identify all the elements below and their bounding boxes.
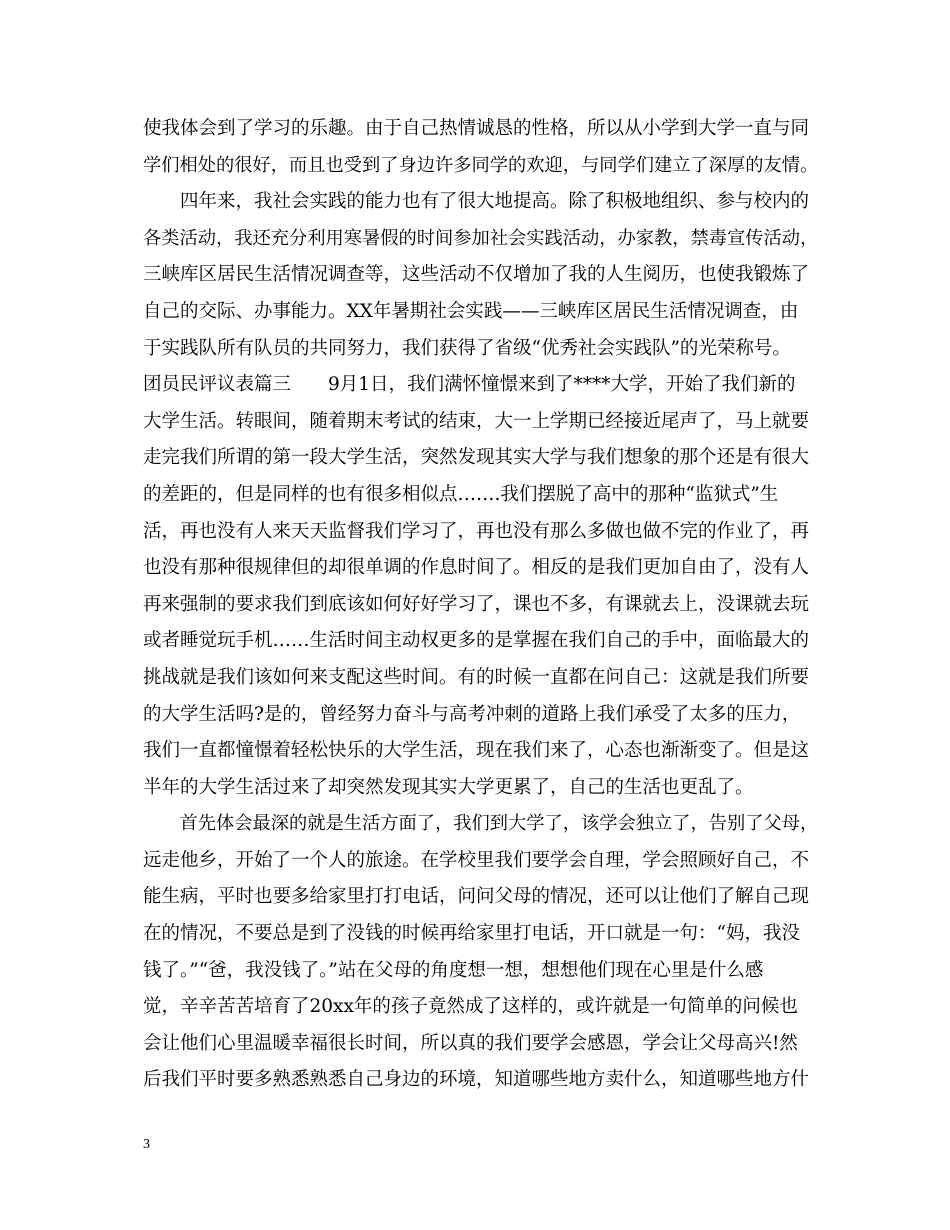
text-line: 三峡库区居民生活情况调查等，这些活动不仅增加了我的人生阅历，也使我锻炼了 bbox=[143, 264, 810, 286]
page-number: 3 bbox=[143, 1137, 150, 1152]
text-line: 在的情况，不要总是到了没钱的时候再给家里打电话，开口就是一句：“妈，我没 bbox=[143, 923, 800, 945]
text-line: 学们相处的很好，而且也受到了身边许多同学的欢迎，与同学们建立了深厚的友情。 bbox=[143, 154, 819, 176]
text-line: 自己的交际、办事能力。XX年暑期社会实践——三峡库区居民生活情况调查，由 bbox=[143, 300, 799, 322]
text-line: 也没有那种很规律但的却很单调的作息时间了。相反的是我们更加自由了，没有人 bbox=[143, 557, 810, 579]
text-line: 再来强制的要求我们到底该如何好好学习了，课也不多，有课就去上，没课就去玩 bbox=[143, 593, 810, 615]
text-line: 四年来，我社会实践的能力也有了很大地提高。除了积极地组织、参与校内的 bbox=[143, 191, 810, 213]
text-line: 会让他们心里温暖幸福很长时间，所以真的我们要学会感恩，学会让父母高兴!然 bbox=[143, 1032, 798, 1054]
text-line: 挑战就是我们该如何来支配这些时间。有的时候一直都在问自己：这就是我们所要 bbox=[143, 666, 810, 688]
text-line: 觉，辛辛苦苦培育了20xx年的孩子竟然成了这样的，或许就是一句简单的问候也 bbox=[143, 996, 798, 1018]
text-line: 团员民评议表篇三 9月1日，我们满怀憧憬来到了****大学，开始了我们新的 bbox=[143, 374, 796, 396]
body-text bbox=[143, 111, 823, 1099]
text-line: 的差距的，但是同样的也有很多相似点…….我们摆脱了高中的那种“监狱式”生 bbox=[143, 483, 779, 505]
text-line: 走完我们所谓的第一段大学生活，突然发现其实大学与我们想象的那个还是有很大 bbox=[143, 447, 810, 469]
text-line: 于实践队所有队员的共同努力，我们获得了省级“优秀社会实践队”的光荣称号。 bbox=[143, 337, 791, 359]
text-line: 后我们平时要多熟悉熟悉自己身边的环境，知道哪些地方卖什么，知道哪些地方什 bbox=[143, 1069, 810, 1091]
text-line: 半年的大学生活过来了却突然发现其实大学更累了，自己的生活也更乱了。 bbox=[143, 776, 754, 798]
text-line: 活，再也没有人来天天监督我们学习了，再也没有那么多做也做不完的作业了，再 bbox=[143, 520, 810, 542]
text-line: 大学生活。转眼间，随着期末考试的结束，大一上学期已经接近尾声了，马上就要 bbox=[143, 410, 810, 432]
text-line: 的大学生活吗?是的，曾经努力奋斗与高考冲刺的道路上我们承受了太多的压力， bbox=[143, 703, 801, 725]
text-line: 或者睡觉玩手机……生活时间主动权更多的是掌握在我们自己的手中，面临最大的 bbox=[143, 630, 810, 652]
text-line: 能生病，平时也要多给家里打打电话，问问父母的情况，还可以让他们了解自己现 bbox=[143, 886, 810, 908]
text-line: 远走他乡，开始了一个人的旅途。在学校里我们要学会自理，学会照顾好自己，不 bbox=[143, 849, 810, 871]
text-line: 钱了。”“爸，我没钱了。”站在父母的角度想一想，想想他们现在心里是什么感 bbox=[143, 959, 764, 981]
text-line: 首先体会最深的就是生活方面了，我们到大学了，该学会独立了，告别了父母， bbox=[143, 813, 819, 835]
text-line: 各类活动，我还充分利用寒暑假的时间参加社会实践活动，办家教，禁毒宣传活动， bbox=[143, 227, 819, 249]
text-line: 使我体会到了学习的乐趣。由于自己热情诚恳的性格，所以从小学到大学一直与同 bbox=[143, 118, 810, 139]
text-line: 我们一直都憧憬着轻松快乐的大学生活，现在我们来了，心态也渐渐变了。但是这 bbox=[143, 740, 810, 762]
